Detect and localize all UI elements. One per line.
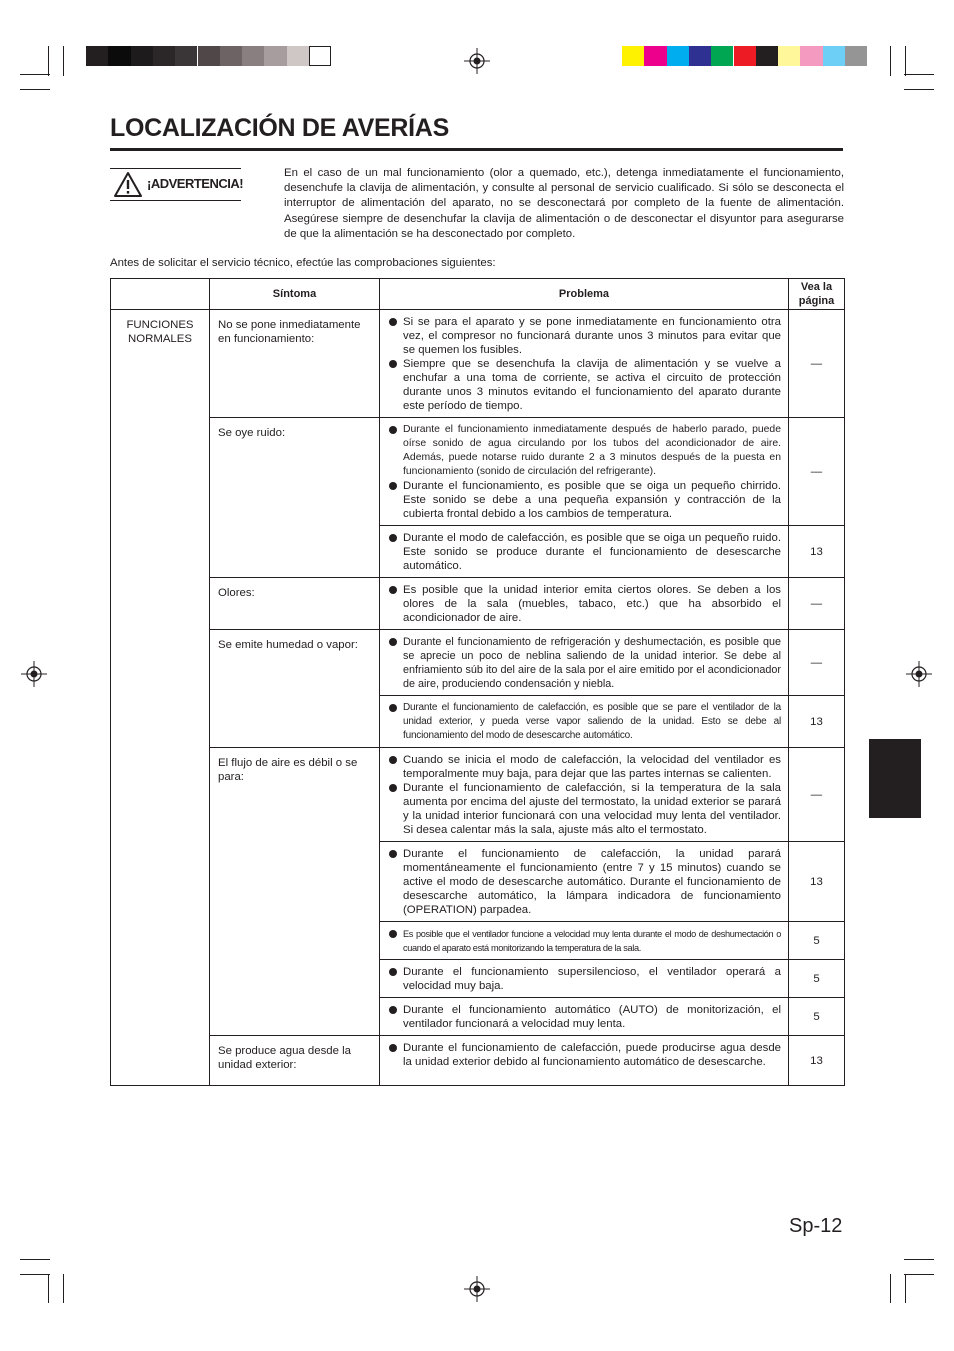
color-swatch — [287, 46, 309, 66]
color-swatch — [756, 46, 778, 66]
warning-label-box — [110, 168, 244, 201]
table-row — [111, 748, 845, 842]
warning-triangle-icon — [113, 171, 143, 198]
warning-text: En el caso de un mal funcionamiento (olor a quemado, etc.), detenga inmediatamente el funcionamiento, desenchufe la clavija de alimentación, y consulte al personal de servicio cualificado. Si sólo se desconecta el interruptor de alimentación del aparato, no se desconectará por completo de la fuente de alimentación. Asegúrese siempre de desenchufar la clavija de alimentación o de desconectar el disyuntor para asegurarse de que la alimentación se ha desconectado por completo. — [284, 167, 844, 240]
symptom-cell: No se pone inmediatamente en funcionamiento: — [210, 310, 380, 418]
problem-item: Durante el funcionamiento automático (AUTO) de monitorización, el ventilador funcionará a velocidad muy lenta. — [387, 1003, 781, 1031]
color-swatch — [667, 46, 689, 66]
table-row — [111, 418, 845, 526]
color-swatch — [175, 46, 197, 66]
color-swatch — [778, 46, 800, 66]
problem-cell — [380, 418, 789, 526]
problem-item: Si se para el aparato y se pone inmediatamente en funcionamiento otra vez, el compresor no funcionará durante unos 3 minutos para evitar que se quemen los fusibles. — [387, 315, 781, 357]
troubleshooting-table — [110, 278, 845, 1086]
problem-item: Durante el funcionamiento inmediatamente después de haberlo parado, puede oírse sonido de agua circulando por los tubos del acondicionador de aire. Además, puede notarse ruido durante 2 a 3 minutos después de la puesta en funcionamiento (sonido de circulación del refrigerante). — [387, 423, 781, 479]
problem-item: Durante el funcionamiento de refrigeración y deshumectación, es posible que se aprecie un poco de neblina saliendo de la unidad interior. Se debe al enfriamiento súb ito del aire de la sala por el aire emitido por el acondicionador de aire, produciendo condensación y niebla. — [387, 635, 781, 691]
page-title: LOCALIZACIÓN DE AVERÍAS — [110, 114, 449, 142]
problem-item: Durante el modo de calefacción, es posible que se oiga un pequeño ruido. Este sonido se produce durante el funcionamiento de desescarche automático. — [387, 531, 781, 573]
title-rule — [110, 148, 843, 151]
header-problem: Problema — [380, 279, 789, 310]
symptom-cell: Se emite humedad o vapor: — [210, 630, 380, 748]
page-ref: — — [789, 578, 845, 630]
problem-cell — [380, 526, 789, 578]
color-swatch — [86, 46, 108, 66]
problem-cell — [380, 842, 789, 922]
page-ref: — — [789, 418, 845, 526]
table-row — [111, 630, 845, 696]
problem-item: Es posible que la unidad interior emita ciertos olores. Se deben a los olores de la sala (muebles, tabaco, etc.) que ha absorbido el acondicionador de aire. — [387, 583, 781, 625]
header-page: Vea la página — [789, 279, 845, 310]
page-ref: 13 — [789, 1036, 845, 1086]
color-swatch — [800, 46, 822, 66]
problem-item: Cuando se inicia el modo de calefacción, la velocidad del ventilador es temporalmente muy baja, para dejar que las partes internas se calienten. — [387, 753, 781, 781]
page-ref: 13 — [789, 696, 845, 748]
page-ref: — — [789, 630, 845, 696]
problem-item: Durante el funcionamiento supersilencioso, el ventilador operará a velocidad muy baja. — [387, 965, 781, 993]
symptom-cell: Se produce agua desde la unidad exterior: — [210, 1036, 380, 1086]
color-swatch — [711, 46, 733, 66]
page-ref: 5 — [789, 922, 845, 960]
table-row — [111, 1036, 845, 1086]
problem-item: Durante el funcionamiento de calefacción, si la temperatura de la sala aumenta por encima del ajuste del termostato, la unidad exterior se parará y la unidad interior funcionará con una velocidad muy lenta del ventilador. Si desea calentar más la sala, ajuste más alto el termostato. — [387, 781, 781, 837]
warning-label: ¡ADVERTENCIA! — [147, 176, 244, 191]
problem-item: Durante el funcionamiento, es posible que se oiga un pequeño chirrido. Este sonido se debe a una pequeña expansión y contracción de la cubierta frontal debido a los cambios de temperatura. — [387, 479, 781, 521]
symptom-cell: Olores: — [210, 578, 380, 630]
registration-target-icon — [21, 661, 47, 687]
problem-cell — [380, 748, 789, 842]
color-swatch — [242, 46, 264, 66]
problem-cell — [380, 1036, 789, 1086]
color-swatch — [823, 46, 845, 66]
registration-target-icon — [906, 661, 932, 687]
section-thumb-tab — [869, 739, 921, 818]
problem-cell — [380, 922, 789, 960]
color-swatch — [220, 46, 242, 66]
table-row — [111, 310, 845, 418]
page-ref: 13 — [789, 842, 845, 922]
color-swatch — [108, 46, 130, 66]
color-swatch — [153, 46, 175, 66]
problem-cell — [380, 630, 789, 696]
problem-item: Durante el funcionamiento de calefacción, es posible que se pare el ventilador de la unidad exterior, y pueda verse vapor saliendo de la unidad. Esto se debe al funcionamiento del modo de desescarche automático. — [387, 701, 781, 743]
page-ref: — — [789, 748, 845, 842]
header-symptom: Síntoma — [210, 279, 380, 310]
color-swatch — [198, 46, 220, 66]
page-number: Sp-12 — [789, 1215, 843, 1237]
color-swatch — [644, 46, 666, 66]
color-swatch — [309, 46, 331, 66]
problem-cell — [380, 960, 789, 998]
category-cell: FUNCIONES NORMALES — [111, 310, 210, 1086]
color-swatch — [131, 46, 153, 66]
problem-item: Durante el funcionamiento de calefacción, la unidad parará momentáneamente el funcionamiento (entre 7 y 15 minutos) cuando se active el modo de desescarche automático. Durante el funcionamiento de desescarche automático, la lámpara indicadora de funcionamiento (OPERATION) parpadea. — [387, 847, 781, 917]
table-row — [111, 578, 845, 630]
intro-text: Antes de solicitar el servicio técnico, efectúe las comprobaciones siguientes: — [110, 257, 496, 269]
color-swatch — [689, 46, 711, 66]
problem-item: Siempre que se desenchufa la clavija de alimentación y se vuelve a enchufar a una toma de corriente, se activa el circuito de protección durante unos 3 minutos evitando el funcionamiento del aparato durante este período de tiempo. — [387, 357, 781, 413]
problem-item: Durante el funcionamiento de calefacción, puede producirse agua desde la unidad exterior debido al funcionamiento automático de desescarche. — [387, 1041, 781, 1069]
registration-target-icon — [464, 48, 490, 74]
header-category — [111, 279, 210, 310]
problem-cell — [380, 310, 789, 418]
problem-cell — [380, 998, 789, 1036]
problem-cell — [380, 578, 789, 630]
registration-target-icon — [464, 1276, 490, 1302]
color-swatch — [622, 46, 644, 66]
color-swatch — [264, 46, 286, 66]
problem-item: Es posible que el ventilador funcione a velocidad muy lenta durante el modo de deshumectación o cuando el aparato está monitorizando la temperatura de la sala. — [387, 927, 781, 955]
table-header-row — [111, 279, 845, 310]
page-ref: — — [789, 310, 845, 418]
page-ref: 13 — [789, 526, 845, 578]
symptom-cell: Se oye ruido: — [210, 418, 380, 578]
page-ref: 5 — [789, 960, 845, 998]
color-swatch — [734, 46, 756, 66]
problem-cell — [380, 696, 789, 748]
page-ref: 5 — [789, 998, 845, 1036]
symptom-cell: El flujo de aire es débil o se para: — [210, 748, 380, 1036]
color-swatch — [845, 46, 867, 66]
